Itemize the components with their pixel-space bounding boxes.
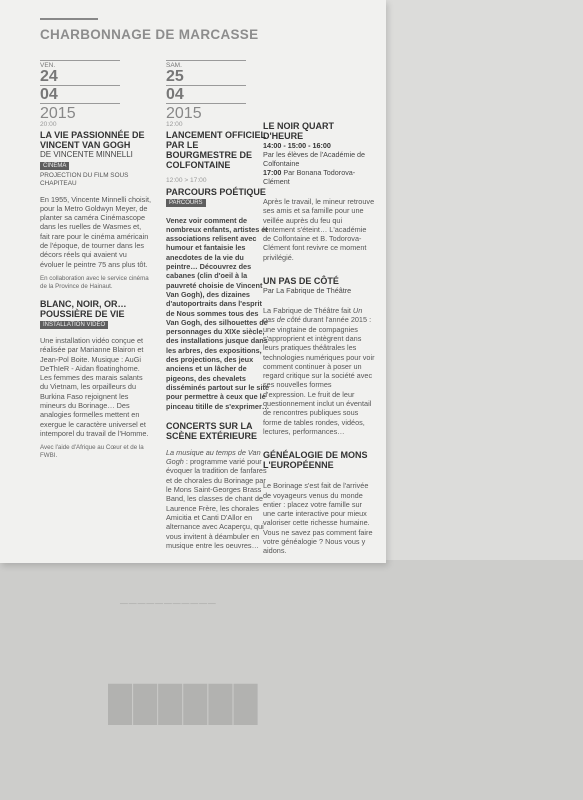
column-saturday xyxy=(166,120,270,550)
event-title: LANCEMENT OFFICIEL PAR LE BOURGMESTRE DE COLFONTAINE xyxy=(166,130,266,171)
date-day: 24 xyxy=(40,68,58,85)
category-tag: INSTALLATION VIDÉO xyxy=(40,321,108,329)
column-friday xyxy=(40,120,152,460)
event-description: Venez voir comment de nombreux enfants, artistes et associations relisent avec humour et fantaisie les anecdotes de la vie du peintre… Découvrez des cabanes (clin d'oeil à la pauvreté choisie de Vincent Van Gogh), des dizaines d'autoportraits dans l'esprit de Nous sommes tous des Van Gogh, des silhouettes de personnages du XIXe siècle, des installations jusque dans les arbres, des expositions, des projections, des jeux anciens et un lâcher de pigeons, des chevalets disséminés partout sur le site pour permettre à ceux que le pinceau titille de s'exprimer… xyxy=(166,215,270,411)
event-title: LE NOIR QUART D'HEURE xyxy=(263,121,334,141)
date-rule xyxy=(166,103,246,104)
date-month: 04 xyxy=(40,86,58,103)
event-times: 14:00 - 15:00 - 16:00 xyxy=(263,141,331,150)
event-title: UN PAS DE CÔTÉ xyxy=(263,276,339,287)
date-rule xyxy=(166,60,246,61)
event-description: En 1955, Vincente Minnelli choisit, pour la Metro Goldwyn Meyer, de planter sa caméra Cinémascope dans les ruelles de Wasmes et, fait rare pour le cinéma américain de l'époque, de tourner dans les décors réels qui avaient vu évoluer le peintre 75 ans plus tôt. xyxy=(40,194,152,269)
event-title: CONCERTS SUR LA SCÈNE EXTÉRIEURE xyxy=(166,420,258,441)
event-note: Avec l'aide d'Afrique au Cœur et de la FWBI. xyxy=(40,444,144,460)
date-friday xyxy=(40,60,120,122)
event-author: DE VINCENTE MINNELLI xyxy=(40,150,133,160)
column-right xyxy=(263,120,375,556)
event-time: 12:00 > 17:00 xyxy=(166,177,207,185)
event-time: 20:00 xyxy=(40,121,57,128)
event-title: PARCOURS POÉTIQUE xyxy=(166,186,266,197)
programme-page xyxy=(0,0,386,563)
event-time: 12:00 xyxy=(166,121,183,128)
date-weekday: SAM. xyxy=(166,62,182,69)
event-title: BLANC, NOIR, OR… POUSSIÈRE DE VIE xyxy=(40,298,127,319)
date-day: 25 xyxy=(166,68,184,85)
date-month: 04 xyxy=(166,86,184,103)
event-time-performer: 17:00 Par Bonana Todorova-Clément xyxy=(263,168,356,186)
event-schedule xyxy=(263,141,375,186)
event-description-italic: La musique au temps de Van Gogh xyxy=(166,447,261,467)
category-tag: CINÉMA xyxy=(40,162,69,170)
page-title: CHARBONNAGE DE MARCASSE xyxy=(40,27,259,42)
event-title: LA VIE PASSIONNÉE DE VINCENT VAN GOGH xyxy=(40,130,145,151)
event-title: GÉNÉALOGIE DE MONS L'EUROPÉENNE xyxy=(263,450,368,471)
show-through-logo: ██████ xyxy=(108,686,259,723)
date-year: 2015 xyxy=(40,105,76,122)
event-performer: Par La Fabrique de Théâtre xyxy=(263,286,352,296)
date-weekday: VEN. xyxy=(40,62,56,69)
category-tag: PARCOURS xyxy=(166,199,206,207)
date-saturday xyxy=(166,60,246,122)
event-type: PROJECTION DU FILM SOUS CHAPITEAU xyxy=(40,171,129,187)
title-rule xyxy=(40,18,98,20)
event-description: La Fabrique de Théâtre fait Un pas de côté durant l'année 2015 : une vingtaine de compagnies s'approprient et intègrent dans leurs pratiques théâtrales les technologies numériques pour voir comment continuer à poser un regard critique sur la société avec ses nouvelles formes d'expression. Le fruit de leur questionnement inclut un éventail de rencontres publiques sous forme de tables rondes, vidéos, lectures, performances… xyxy=(263,306,375,436)
date-year: 2015 xyxy=(166,105,202,122)
event-description-text: : programme varié pour évoquer la tradition de fanfares et de chorales du Borinage par le Mons Saint-Georges Brass Band, les classes de chant de Laurence Frère, les chorales Amicitia et Canti D'Allor en alternance avec Acaperçu, qui vous invitent à déambuler en musique entre les oeuvres… xyxy=(166,457,267,550)
event-description: Le Borinage s'est fait de l'arrivée de voyageurs venus du monde entier : placez votre famille sur une carte interactive pour mieux valoriser cette richesse humaine. Vous ne savez pas comment faire votre généalogie ? Nous vous y aidons. xyxy=(263,481,373,556)
date-rule xyxy=(40,103,120,104)
show-through-text: ─────────── xyxy=(120,598,217,610)
underlying-sheet-bottom xyxy=(0,560,583,800)
event-description xyxy=(166,448,270,550)
event-description: Après le travail, le mineur retrouve ses amis et sa famille pour une veillée auprès du feu qui lentement s'éteint… L'académie de Colfontaine et B. Todorova-Clément font revivre ce moment privilégié. xyxy=(263,197,375,262)
event-note: En collaboration avec le service cinéma de la Province de Hainaut. xyxy=(40,274,149,290)
event-description: Une installation vidéo conçue et réalisée par Marianne Blairon et Jean-Pol Boite. Musique : AuGi DeThIeR - Aidan floatinghome. Les femmes des marais salants du Vietnam, les orpailleurs du Burkina Faso rejoignent les mineurs du Borinage… Des analogies formelles mettent en exergue le caractère universel et intemporel du travail de l'Homme. xyxy=(40,335,149,438)
date-rule xyxy=(40,60,120,61)
event-performer: Par les élèves de l'Académie de Colfontaine xyxy=(263,150,366,168)
